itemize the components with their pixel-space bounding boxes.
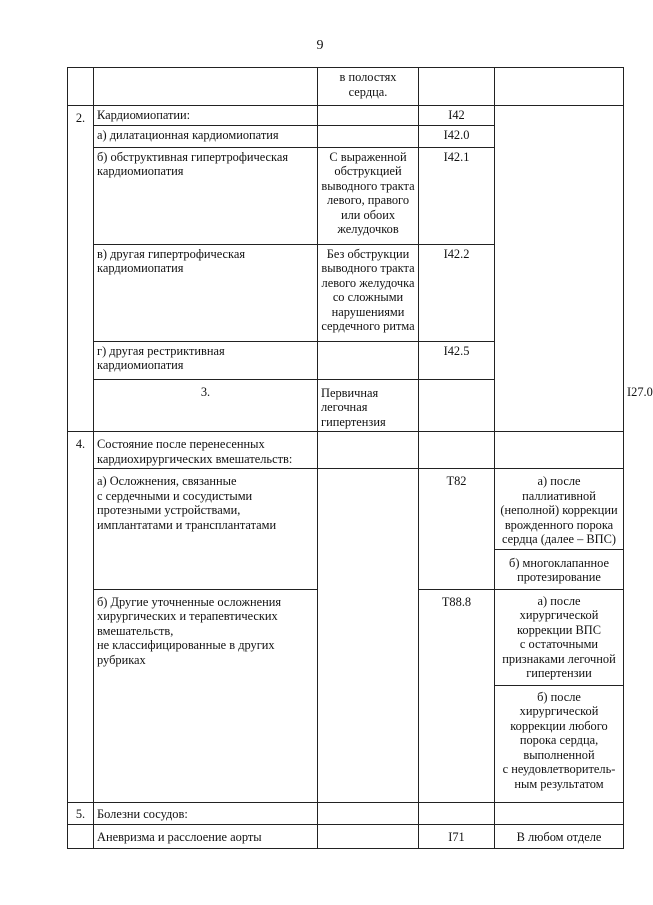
clinical-note [318, 802, 419, 824]
disease-name: Состояние после перенесенных кардиохирургических вмешательств: [94, 432, 318, 469]
clinical-note: в полостях сердца. [318, 68, 419, 106]
icd-code: I42 [419, 106, 495, 126]
icd-code [419, 68, 495, 106]
icd-code: T88.8 [419, 589, 495, 802]
table-row: 3. Первичная легочная гипертензия I27.0 [68, 379, 624, 432]
clinical-note [318, 824, 419, 848]
disease-table [67, 67, 653, 849]
disease-name: Болезни сосудов: [94, 802, 318, 824]
clinical-note [419, 379, 495, 432]
clinical-note-empty [318, 469, 419, 803]
icd-code: T82 [419, 469, 495, 590]
icd-code [419, 802, 495, 824]
icd-code: I71 [419, 824, 495, 848]
condition: б) после хирургической коррекции любого порока сердца, выполненной с неудовлетворитель- ным результатом [495, 685, 624, 802]
condition [495, 68, 624, 106]
table-row [68, 68, 624, 106]
table-row [68, 469, 624, 550]
condition [495, 802, 624, 824]
table-row [68, 106, 624, 126]
row-number: 2. [68, 106, 94, 432]
condition: а) после паллиативной (неполной) коррекции врожденного порока сердца (далее – ВПС) [495, 469, 624, 550]
icd-code: I42.0 [419, 125, 495, 147]
disease-name [94, 68, 318, 106]
disease-name: а) дилатационная кардиомиопатия [94, 125, 318, 147]
row-number [68, 824, 94, 848]
condition: В любом отделе [495, 824, 624, 848]
page-number: 9 [316, 38, 324, 53]
table-row [68, 824, 624, 848]
row-number [68, 68, 94, 106]
row-number: 4. [68, 432, 94, 803]
clinical-note [318, 432, 419, 469]
icd-code: I42.1 [419, 147, 495, 244]
condition: б) многоклапанное протезирование [495, 549, 624, 589]
condition: а) после хирургической коррекции ВПС с остаточными признаками легочной гипертензии [495, 589, 624, 685]
table-row [68, 432, 624, 469]
icd-code: I42.2 [419, 244, 495, 341]
clinical-note [318, 106, 419, 126]
row-number: 5. [68, 802, 94, 824]
row-number: 3. [94, 379, 318, 432]
clinical-note [318, 125, 419, 147]
condition-empty [495, 106, 624, 432]
disease-name: а) Осложнения, связанные с сердечными и сосудистыми протезными устройствами, имплантатами и трансплантатами [94, 469, 318, 590]
disease-name: г) другая рестриктивная кардиомиопатия [94, 341, 318, 379]
disease-name: б) обструктивная гипертрофическая кардиомиопатия [94, 147, 318, 244]
icd-code [419, 432, 495, 469]
disease-name: Аневризма и расслоение аорты [94, 824, 318, 848]
condition [495, 432, 624, 469]
disease-name: в) другая гипертрофическая кардиомиопатия [94, 244, 318, 341]
disease-name: б) Другие уточненные осложнения хирургических и терапевтических вмешательств, не классифицированные в других рубриках [94, 589, 318, 802]
clinical-note: С выраженной обструкцией выводного тракта левого, правого или обоих желудочков [318, 147, 419, 244]
clinical-note [318, 341, 419, 379]
table-row [68, 802, 624, 824]
disease-name: Кардиомиопатии: [94, 106, 318, 126]
icd-code: I42.5 [419, 341, 495, 379]
disease-name: Первичная легочная гипертензия [318, 379, 419, 432]
clinical-note: Без обструкции выводного тракта левого желудочка со сложными нарушениями сердечного ритма [318, 244, 419, 341]
